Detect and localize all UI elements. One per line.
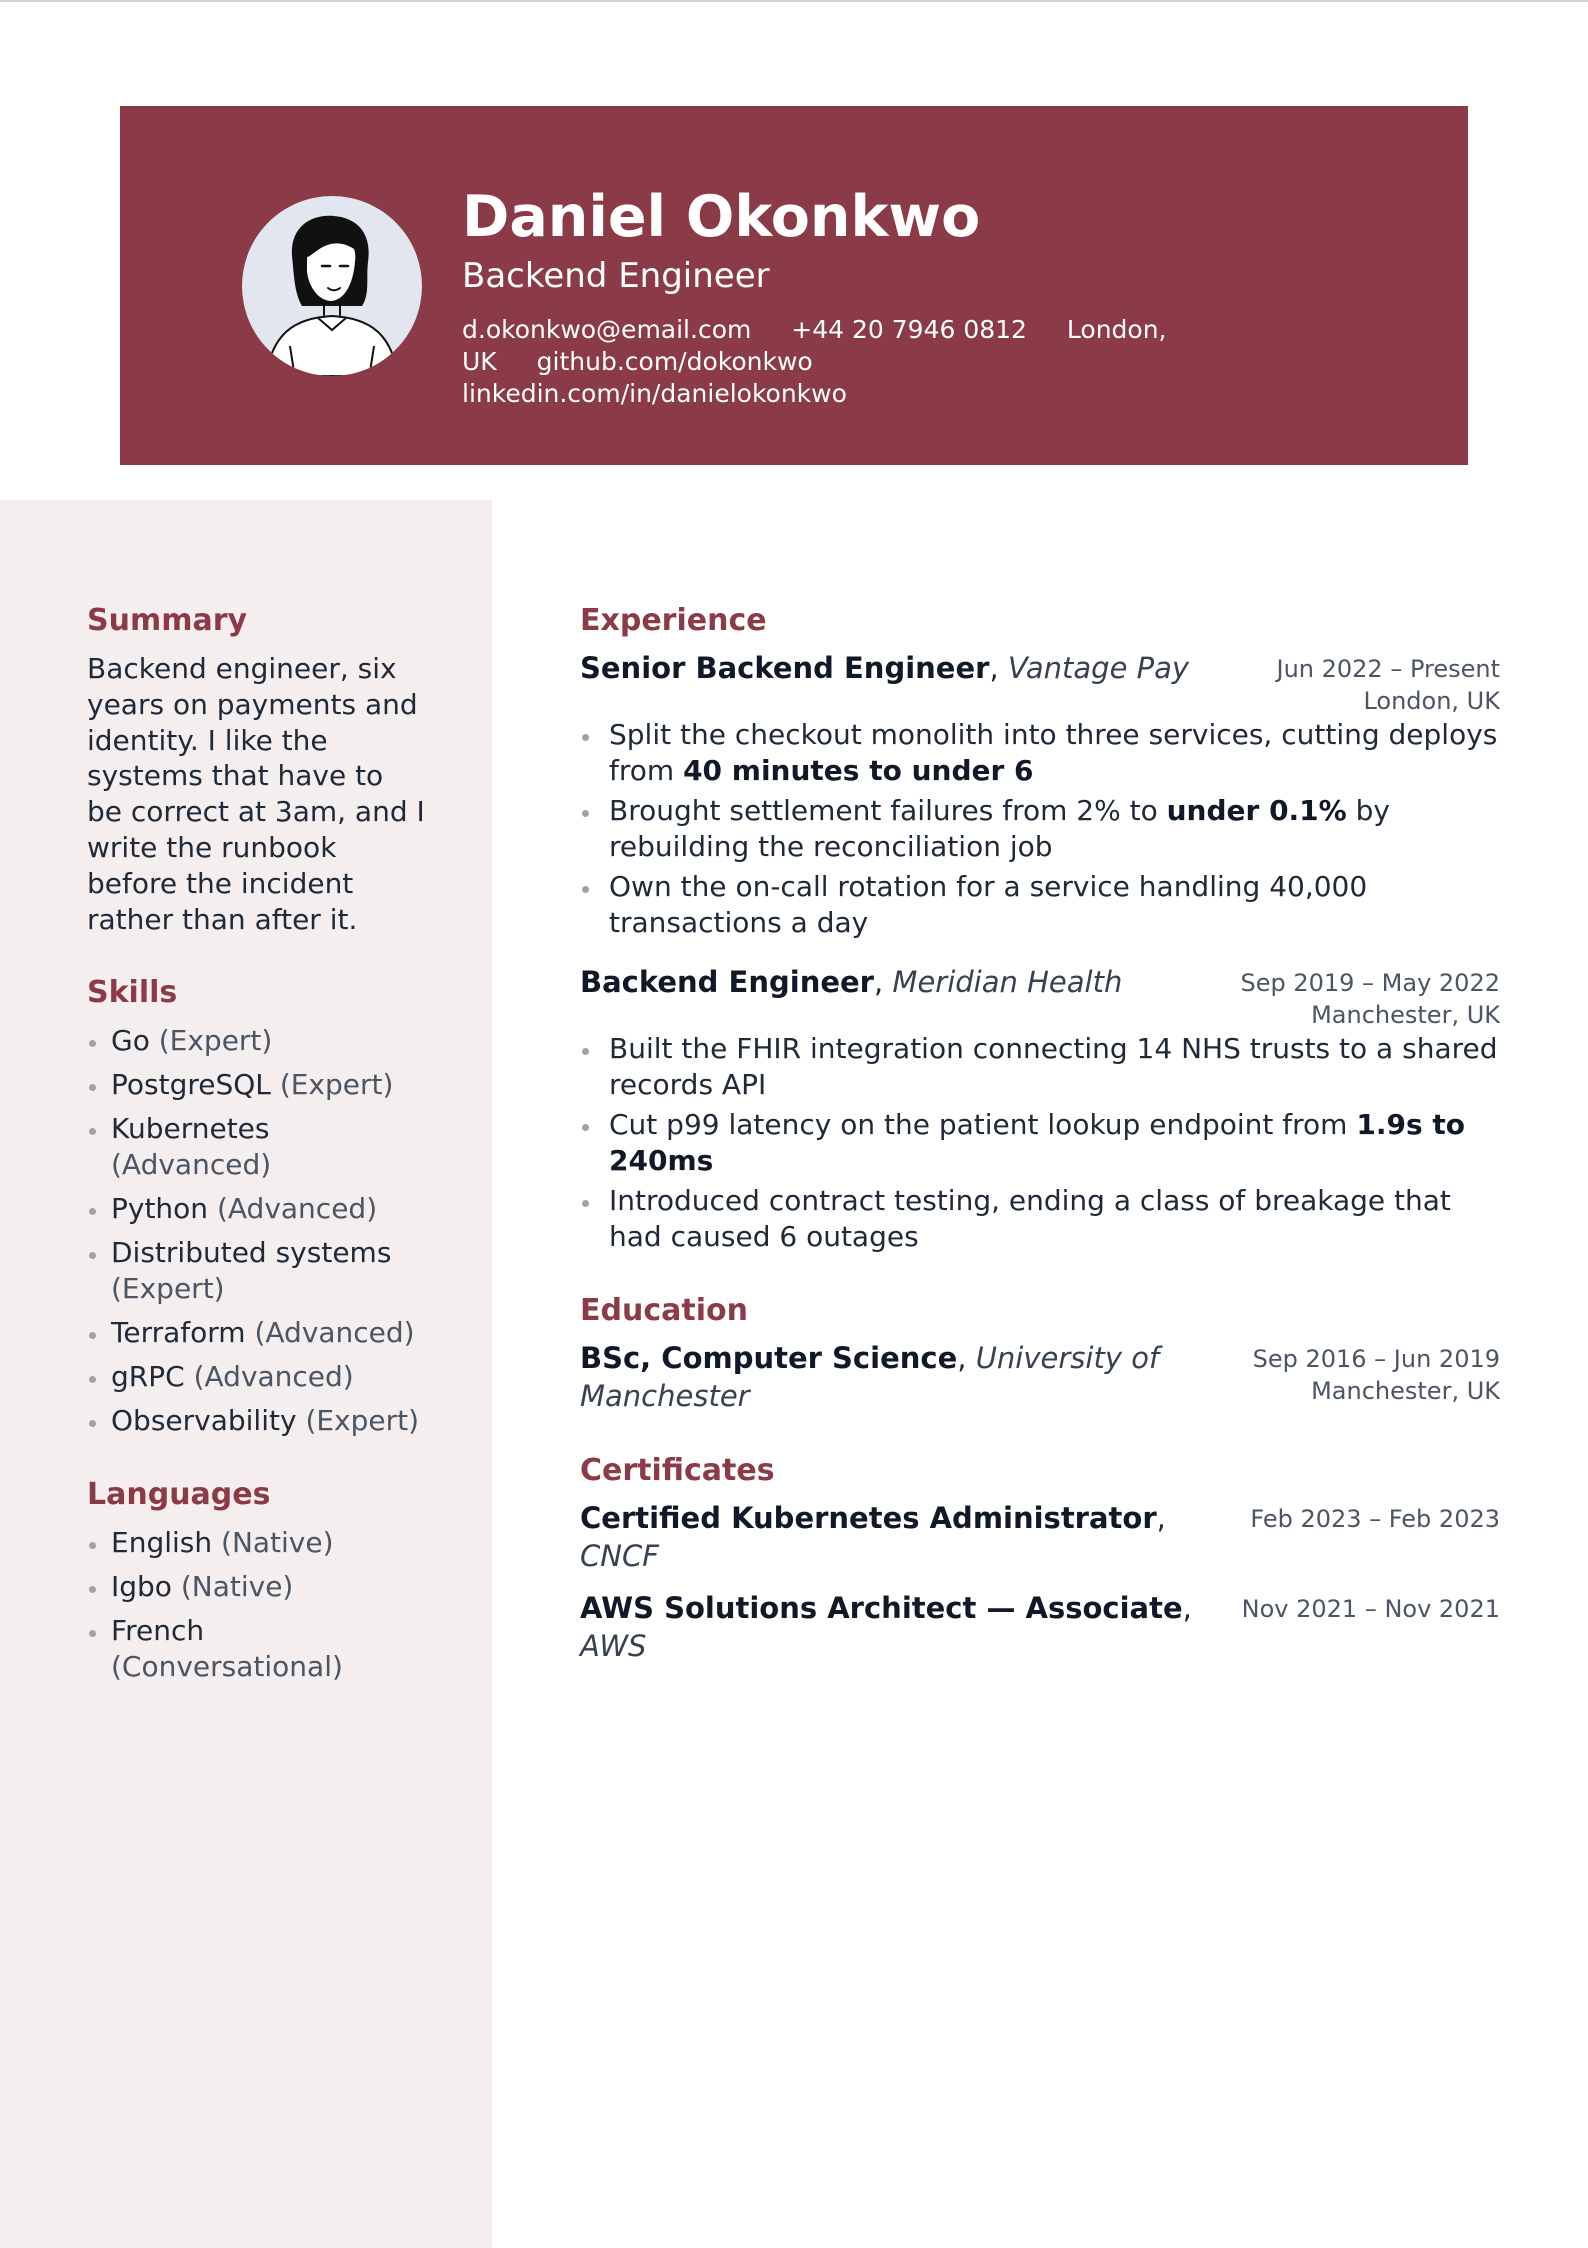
job-entry [580, 963, 1500, 1255]
education-meta [1253, 1343, 1500, 1407]
language-item: French (Conversational) [87, 1613, 427, 1685]
certificate-dates: Feb 2023 – Feb 2023 [1250, 1505, 1500, 1533]
job-dates: Sep 2019 – May 2022 [1240, 969, 1500, 997]
skill-item: Terraform (Advanced) [87, 1315, 427, 1351]
contact-email[interactable]: d.okonkwo@email.com [462, 315, 752, 344]
main-content [580, 603, 1500, 1687]
certificate-entry [580, 1499, 1500, 1575]
education-heading: Education [580, 1293, 748, 1328]
bullet-item: Own the on-call rotation for a service handling 40,000 transactions a day [580, 869, 1500, 941]
job-meta [1240, 967, 1500, 1031]
summary-text: Backend engineer, six years on payments and identity. I like the systems that have to be correct at 3am, and I write the runbook before the incident rather than after it. [87, 652, 425, 936]
contact-location: London, UK [462, 315, 1167, 376]
certificate-dates: Nov 2021 – Nov 2021 [1241, 1595, 1500, 1623]
contact-linkedin[interactable]: linkedin.com/in/danielokonkwo [462, 379, 847, 408]
avatar [242, 196, 422, 376]
language-item: English (Native) [87, 1525, 427, 1561]
contact-list [462, 314, 1182, 410]
education-entry [580, 1339, 1500, 1415]
education-dates: Sep 2016 – Jun 2019 [1252, 1345, 1500, 1373]
certificates-heading: Certificates [580, 1453, 775, 1488]
sidebar [0, 500, 492, 2248]
job-location: London, UK [1363, 687, 1500, 715]
bullet-item: Brought settlement failures from 2% to under 0.1% by rebuilding the reconciliation job [580, 793, 1500, 865]
candidate-name: Daniel Okonkwo [462, 184, 981, 250]
job-bullets [580, 717, 1500, 941]
education-degree: BSc, Computer Science, University of Manchester [580, 1341, 1160, 1413]
skills-list [87, 1023, 427, 1439]
skill-item: gRPC (Advanced) [87, 1359, 427, 1395]
skill-item: Distributed systems (Expert) [87, 1235, 427, 1307]
skill-item: Kubernetes (Advanced) [87, 1111, 427, 1183]
job-role: Senior Backend Engineer, Vantage Pay [580, 651, 1190, 685]
education-location: Manchester, UK [1311, 1377, 1500, 1405]
skill-item: Python (Advanced) [87, 1191, 427, 1227]
skill-item: Go (Expert) [87, 1023, 427, 1059]
job-role: Backend Engineer, Meridian Health [580, 965, 1123, 999]
job-meta [1276, 653, 1500, 717]
page-top-rule [0, 0, 1588, 2]
languages-heading: Languages [87, 1477, 271, 1513]
certificate-entry [580, 1589, 1500, 1665]
bullet-item: Built the FHIR integration connecting 14 NHS trusts to a shared records API [580, 1031, 1500, 1103]
skills-heading: Skills [87, 975, 178, 1011]
bullet-item: Cut p99 latency on the patient lookup endpoint from 1.9s to 240ms [580, 1107, 1500, 1179]
header-band [120, 106, 1468, 465]
skill-item: PostgreSQL (Expert) [87, 1067, 427, 1103]
summary-heading: Summary [87, 603, 248, 638]
contact-github[interactable]: github.com/dokonkwo [536, 347, 813, 376]
contact-phone[interactable]: +44 20 7946 0812 [791, 315, 1027, 344]
languages-list [87, 1525, 427, 1685]
experience-heading: Experience [580, 603, 767, 638]
bullet-item: Introduced contract testing, ending a class of breakage that had caused 6 outages [580, 1183, 1500, 1255]
candidate-title: Backend Engineer [462, 256, 770, 296]
person-illustration-icon [242, 196, 422, 376]
bullet-item: Split the checkout monolith into three services, cutting deploys from 40 minutes to under 6 [580, 717, 1500, 789]
job-bullets [580, 1031, 1500, 1255]
skill-item: Observability (Expert) [87, 1403, 427, 1439]
certificate-name: AWS Solutions Architect — Associate, AWS [580, 1591, 1192, 1663]
job-entry [580, 649, 1500, 941]
job-dates: Jun 2022 – Present [1276, 655, 1500, 683]
language-item: Igbo (Native) [87, 1569, 427, 1605]
certificate-name: Certified Kubernetes Administrator, CNCF [580, 1501, 1166, 1573]
job-location: Manchester, UK [1311, 1001, 1500, 1029]
